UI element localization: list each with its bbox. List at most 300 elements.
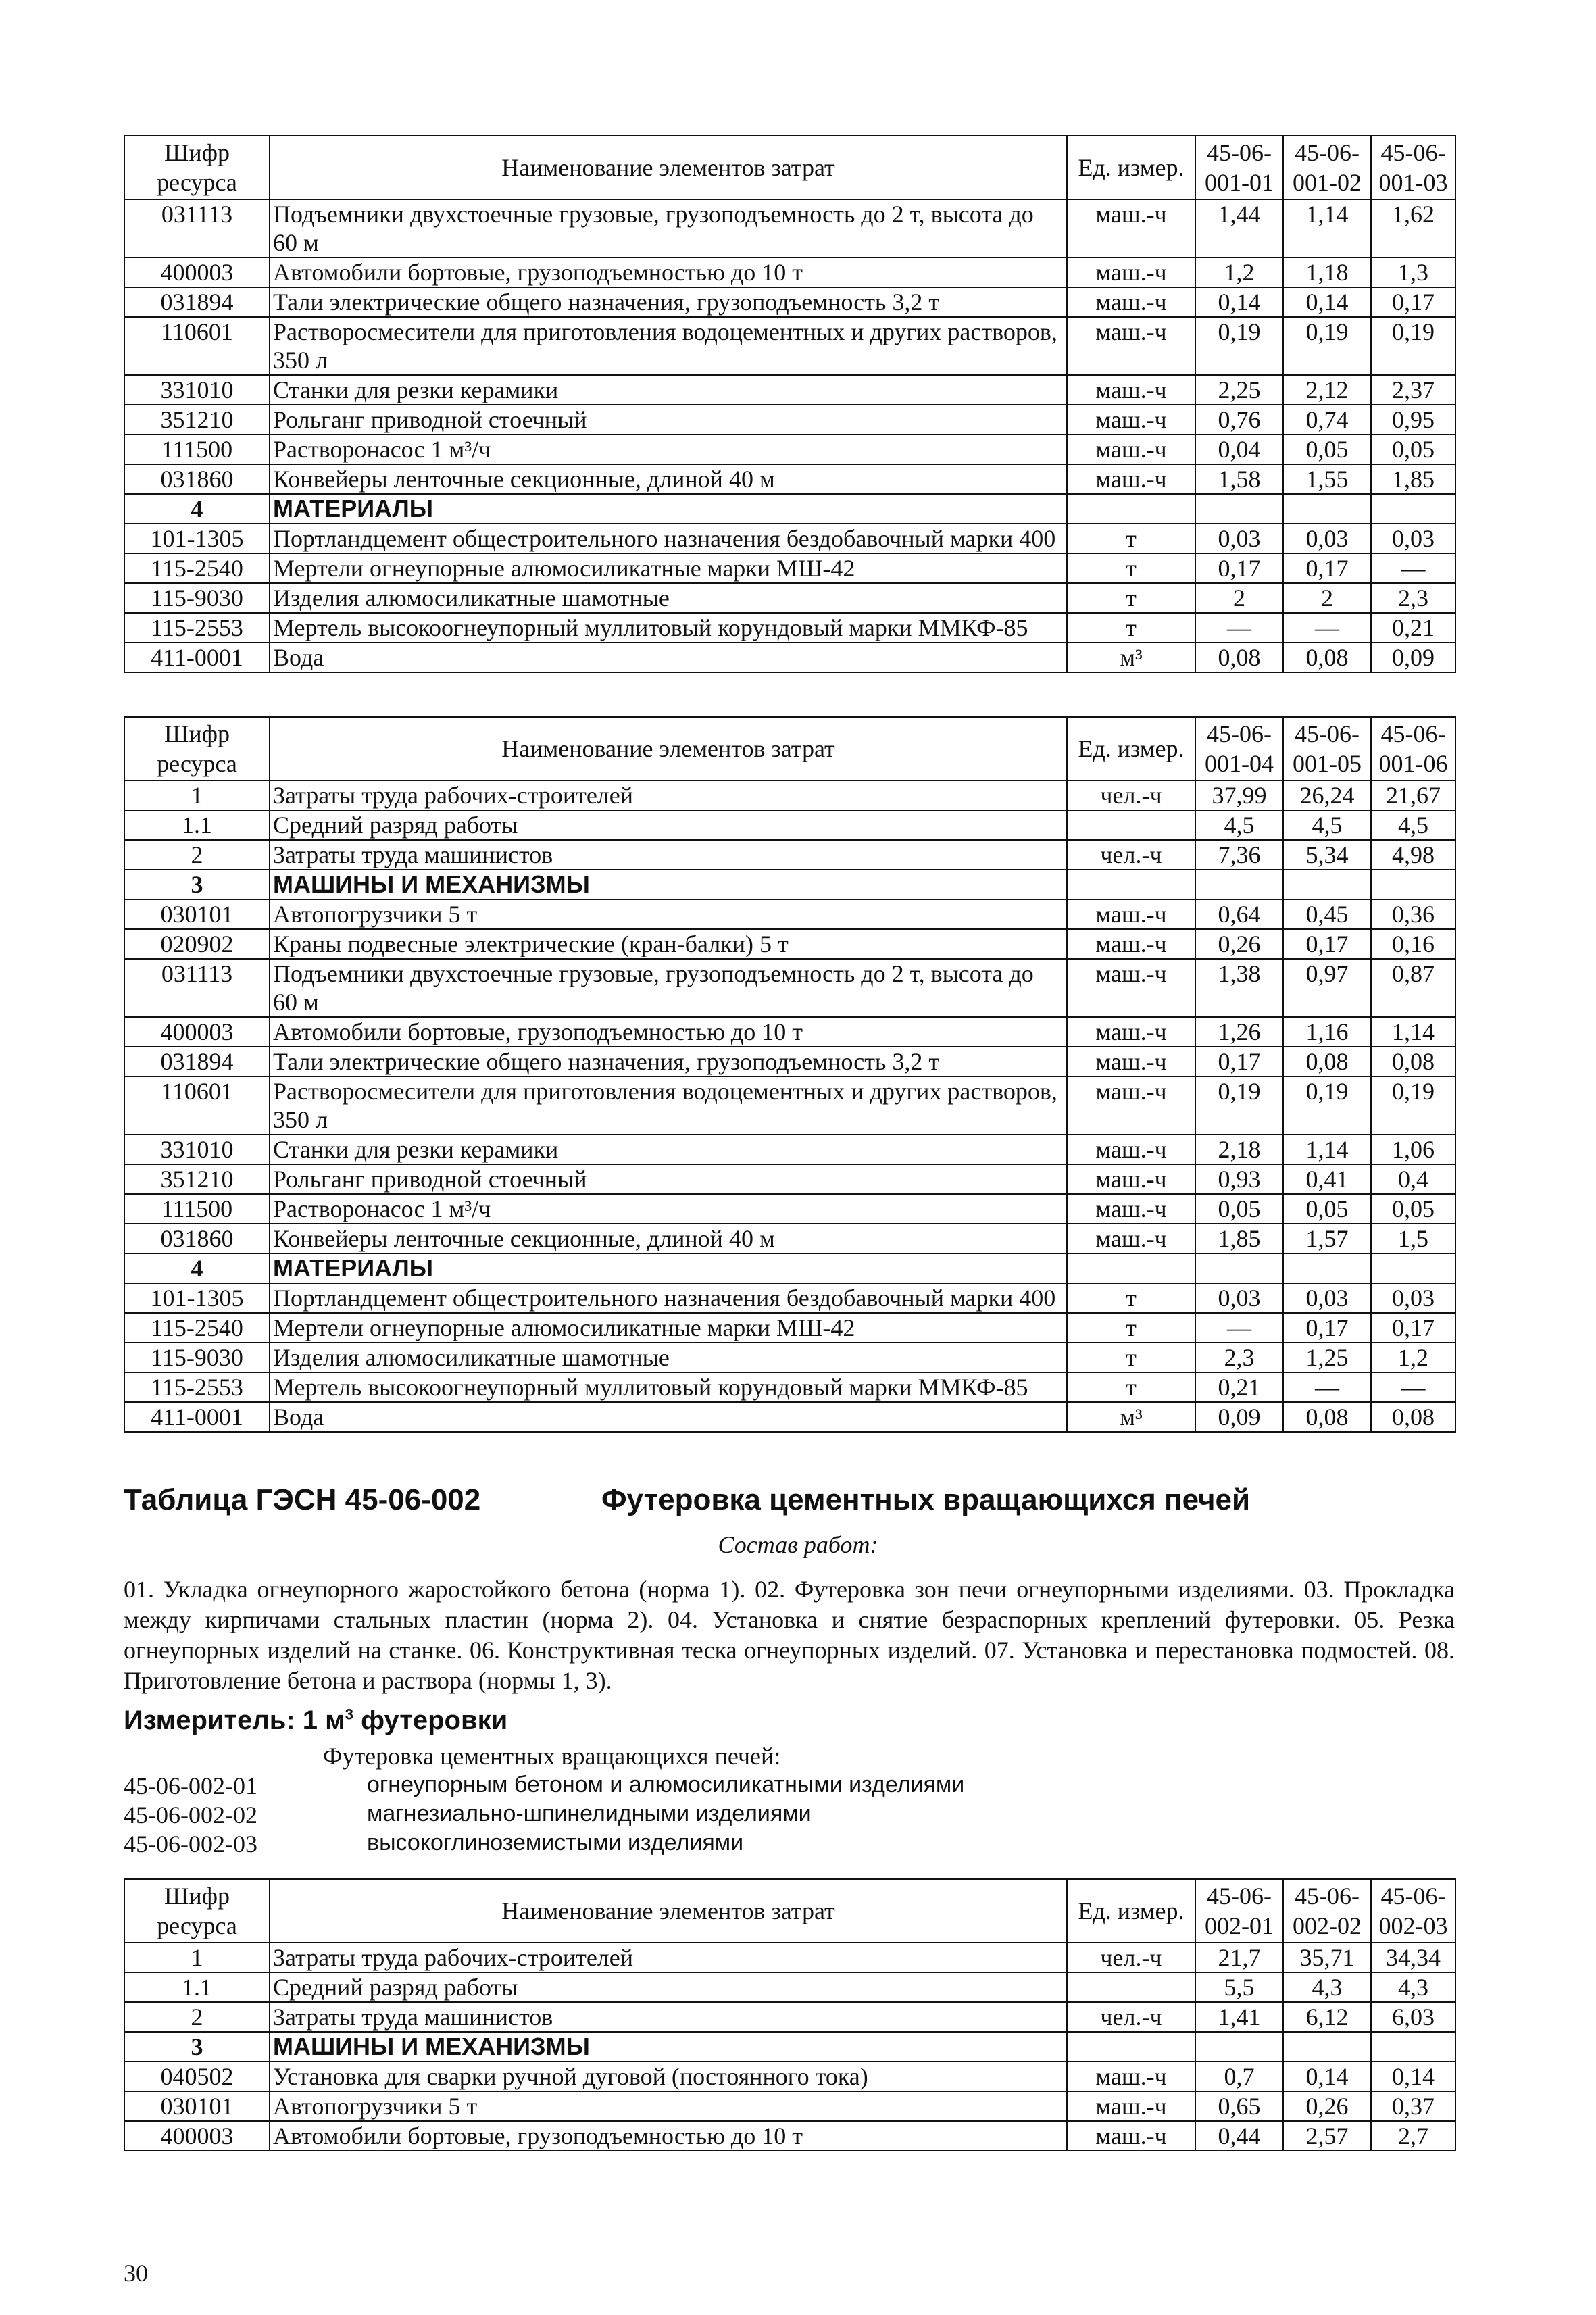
cell-unit: маш.-ч [1067, 257, 1195, 287]
norm-desc: магнезиально-шпинелидными изделиями [367, 1801, 812, 1826]
table-row [124, 1164, 1455, 1194]
cell-unit [1067, 1972, 1195, 2002]
cell-value [1195, 494, 1283, 524]
table-row [124, 524, 1455, 553]
cell-code: 030101 [124, 2091, 270, 2121]
cell-value: 1,26 [1195, 1017, 1283, 1047]
cell-value: 0,05 [1283, 434, 1371, 464]
header-norm-col: 45-06-001-05 [1283, 717, 1371, 780]
table-row [124, 643, 1455, 672]
cell-value: 2,12 [1283, 375, 1371, 405]
cell-unit: маш.-ч [1067, 199, 1195, 257]
cell-value: 1,16 [1283, 1017, 1371, 1047]
cell-value: 0,08 [1283, 1402, 1371, 1432]
table-row [124, 1283, 1455, 1313]
table-row [124, 613, 1455, 643]
cell-code: 111500 [124, 434, 270, 464]
header-name: Наименование элементов затрат [270, 1879, 1067, 1943]
cell-value: 0,03 [1195, 1283, 1283, 1313]
cell-code: 3 [124, 870, 270, 899]
cell-value: 5,34 [1283, 840, 1371, 870]
table-row [124, 1017, 1455, 1047]
cell-code: 031894 [124, 1047, 270, 1076]
cell-name: Средний разряд работы [270, 1972, 1067, 2002]
cell-unit: т [1067, 1283, 1195, 1313]
cell-unit: маш.-ч [1067, 1164, 1195, 1194]
norm-code: 45-06-002-03 [124, 1831, 257, 1858]
cell-value: 4,3 [1283, 1972, 1371, 2002]
cell-value: 21,67 [1371, 780, 1455, 810]
cell-name: Мертели огнеупорные алюмосиликатные марки МШ-42 [270, 1313, 1067, 1343]
table-title: Футеровка цементных вращающихся печей [601, 1483, 1251, 1516]
cell-value: 2 [1283, 583, 1371, 613]
cell-value: 0,97 [1283, 959, 1371, 1017]
cell-value: 2,57 [1283, 2121, 1371, 2151]
table-row [124, 899, 1455, 929]
cell-name: Затраты труда рабочих-строителей [270, 1943, 1067, 1972]
cell-value: 4,3 [1371, 1972, 1455, 2002]
cell-name: Станки для резки керамики [270, 375, 1067, 405]
cell-value: 0,14 [1371, 2062, 1455, 2091]
cell-name: Тали электрические общего назначения, грузоподъемность 3,2 т [270, 1047, 1067, 1076]
cell-value: 0,04 [1195, 434, 1283, 464]
cell-name: Мертели огнеупорные алюмосиликатные марки МШ-42 [270, 553, 1067, 583]
cell-name: Рольганг приводной стоечный [270, 1164, 1067, 1194]
header-unit: Ед. измер. [1067, 1879, 1195, 1943]
cell-name: Мертель высокоогнеупорный муллитовый корундовый марки ММКФ-85 [270, 613, 1067, 643]
cell-value: 0,03 [1283, 524, 1371, 553]
cell-name: МАШИНЫ И МЕХАНИЗМЫ [270, 2032, 1067, 2062]
cell-unit: м³ [1067, 1402, 1195, 1432]
cell-code: 115-2540 [124, 1313, 270, 1343]
cell-name: Средний разряд работы [270, 810, 1067, 840]
table-row [124, 405, 1455, 434]
cell-value: 26,24 [1283, 780, 1371, 810]
cell-unit: маш.-ч [1067, 959, 1195, 1017]
cell-value: 0,08 [1195, 643, 1283, 672]
cell-code: 411-0001 [124, 1402, 270, 1432]
cell-code: 031113 [124, 959, 270, 1017]
cell-unit: маш.-ч [1067, 899, 1195, 929]
cell-unit: маш.-ч [1067, 1194, 1195, 1224]
cell-unit: маш.-ч [1067, 2062, 1195, 2091]
cell-unit [1067, 870, 1195, 899]
cell-value: 0,87 [1371, 959, 1455, 1017]
cell-value: 4,98 [1371, 840, 1455, 870]
resource-table-45-06-001-b [124, 716, 1456, 1433]
header-norm-col: 45-06-001-02 [1283, 136, 1371, 199]
cell-value: 1,55 [1283, 464, 1371, 494]
cell-value: 0,09 [1195, 1402, 1283, 1432]
cell-name: Портландцемент общестроительного назначения бездобавочный марки 400 [270, 1283, 1067, 1313]
cell-unit: маш.-ч [1067, 1224, 1195, 1253]
cell-value [1283, 870, 1371, 899]
cell-value: 2,18 [1195, 1135, 1283, 1164]
cell-value: 0,08 [1371, 1402, 1455, 1432]
cell-value: 1,14 [1283, 199, 1371, 257]
cell-name: Рольганг приводной стоечный [270, 405, 1067, 434]
cell-code: 351210 [124, 405, 270, 434]
cell-value [1195, 870, 1283, 899]
cell-unit: маш.-ч [1067, 464, 1195, 494]
header-row [124, 1879, 1455, 1943]
cell-code: 111500 [124, 1194, 270, 1224]
cell-name: Конвейеры ленточные секционные, длиной 40 м [270, 1224, 1067, 1253]
cell-unit: т [1067, 524, 1195, 553]
cell-value [1371, 870, 1455, 899]
cell-unit: маш.-ч [1067, 375, 1195, 405]
cell-code: 115-2540 [124, 553, 270, 583]
table-row [124, 1972, 1455, 2002]
header-row [124, 136, 1455, 199]
cell-unit: т [1067, 613, 1195, 643]
cell-value: 1,14 [1283, 1135, 1371, 1164]
cell-name: Затраты труда машинистов [270, 840, 1067, 870]
cell-value [1371, 2032, 1455, 2062]
meter-suffix: футеровки [353, 1706, 508, 1735]
cell-name: Растворосмесители для приготовления водоцементных и других растворов, 350 л [270, 317, 1067, 375]
cell-unit: маш.-ч [1067, 2121, 1195, 2151]
cell-name: Затраты труда машинистов [270, 2002, 1067, 2032]
cell-value: 0,93 [1195, 1164, 1283, 1194]
cell-code: 1 [124, 1943, 270, 1972]
cell-unit: т [1067, 583, 1195, 613]
cell-value: 1,25 [1283, 1343, 1371, 1372]
cell-code: 331010 [124, 1135, 270, 1164]
table-row [124, 780, 1455, 810]
cell-value: 0,17 [1283, 929, 1371, 959]
cell-value: 0,14 [1283, 287, 1371, 317]
cell-value: 0,03 [1195, 524, 1283, 553]
cell-value: 0,45 [1283, 899, 1371, 929]
cell-code: 110601 [124, 317, 270, 375]
cell-value: 0,17 [1283, 1313, 1371, 1343]
cell-value: — [1283, 613, 1371, 643]
cell-code: 331010 [124, 375, 270, 405]
header-name: Наименование элементов затрат [270, 717, 1067, 780]
cell-value: 2,25 [1195, 375, 1283, 405]
cell-value: 0,05 [1371, 434, 1455, 464]
cell-code: 2 [124, 840, 270, 870]
cell-value: 0,05 [1195, 1194, 1283, 1224]
header-row [124, 717, 1455, 780]
cell-value: 0,19 [1283, 1076, 1371, 1135]
cell-name: Автомобили бортовые, грузоподъемностью до 10 т [270, 2121, 1067, 2151]
cell-value: 0,17 [1283, 553, 1371, 583]
cell-unit: маш.-ч [1067, 1017, 1195, 1047]
cell-value: 2,3 [1371, 583, 1455, 613]
cell-name: Растворонасос 1 м³/ч [270, 1194, 1067, 1224]
cell-value: 2,37 [1371, 375, 1455, 405]
cell-value [1371, 494, 1455, 524]
cell-value: 0,17 [1195, 1047, 1283, 1076]
works-description: 01. Укладка огнеупорного жаростойкого бетона (норма 1). 02. Футеровка зон печи огнеупорными изделиями. 03. Прокладка между кирпичами стальных пластин (норма 2). 04. Установка и снятие безраспорных креплений футеровки. 05. Резка огнеупорных изделий на станке. 06. Конструктивная теска огнеупорных изделий. 07. Установка и перестановка подмостей. 08. Приготовление бетона и раствора (нормы 1, 3). [124, 1576, 1455, 1694]
table-label: Таблица ГЭСН 45-06-002 [124, 1483, 481, 1516]
cell-unit: маш.-ч [1067, 929, 1195, 959]
cell-unit: чел.-ч [1067, 780, 1195, 810]
table-row [124, 1194, 1455, 1224]
table-row [124, 2062, 1455, 2091]
cell-unit: чел.-ч [1067, 1943, 1195, 1972]
cell-value: 0,65 [1195, 2091, 1283, 2121]
cell-unit: маш.-ч [1067, 287, 1195, 317]
norm-code: 45-06-002-01 [124, 1772, 257, 1799]
cell-code: 020902 [124, 929, 270, 959]
cell-value [1195, 2032, 1283, 2062]
cell-value: 0,36 [1371, 899, 1455, 929]
cell-value: 1,5 [1371, 1224, 1455, 1253]
cell-code: 031860 [124, 464, 270, 494]
cell-code: 351210 [124, 1164, 270, 1194]
cell-name: Станки для резки керамики [270, 1135, 1067, 1164]
cell-value: 0,03 [1283, 1283, 1371, 1313]
header-norm-col: 45-06-001-04 [1195, 717, 1283, 780]
cell-value: — [1195, 613, 1283, 643]
cell-unit: т [1067, 1372, 1195, 1402]
header-code: Шифр ресурса [124, 136, 270, 199]
cell-value: 2,7 [1371, 2121, 1455, 2151]
header-norm-col: 45-06-002-02 [1283, 1879, 1371, 1943]
cell-unit: маш.-ч [1067, 317, 1195, 375]
table-row [124, 2002, 1455, 2032]
table-row [124, 2032, 1455, 2062]
table-row [124, 2121, 1455, 2151]
cell-name: Вода [270, 1402, 1067, 1432]
cell-value [1283, 494, 1371, 524]
cell-unit: т [1067, 1343, 1195, 1372]
cell-code: 411-0001 [124, 643, 270, 672]
cell-value: 0,17 [1371, 1313, 1455, 1343]
cell-value: 1,44 [1195, 199, 1283, 257]
cell-code: 2 [124, 2002, 270, 2032]
table-row [124, 583, 1455, 613]
cell-value: 0,08 [1371, 1047, 1455, 1076]
cell-value: 1,85 [1371, 464, 1455, 494]
cell-value: 0,76 [1195, 405, 1283, 434]
table-row [124, 1402, 1455, 1432]
table-row [124, 199, 1455, 257]
cell-value: 0,05 [1371, 1194, 1455, 1224]
cell-code: 115-2553 [124, 613, 270, 643]
cell-name: Растворонасос 1 м³/ч [270, 434, 1067, 464]
norms-heading: Футеровка цементных вращающихся печей: [323, 1743, 781, 1770]
cell-value: 0,64 [1195, 899, 1283, 929]
cell-name: МАТЕРИАЛЫ [270, 494, 1067, 524]
cell-value: 1,57 [1283, 1224, 1371, 1253]
cell-name: Портландцемент общестроительного назначения бездобавочный марки 400 [270, 524, 1067, 553]
norm-code: 45-06-002-02 [124, 1801, 257, 1828]
cell-value: 4,5 [1195, 810, 1283, 840]
cell-value: 0,74 [1283, 405, 1371, 434]
cell-unit: т [1067, 1313, 1195, 1343]
cell-code: 400003 [124, 2121, 270, 2151]
cell-code: 1.1 [124, 810, 270, 840]
header-unit: Ед. измер. [1067, 136, 1195, 199]
cell-value: 0,95 [1371, 405, 1455, 434]
cell-value: 1,58 [1195, 464, 1283, 494]
cell-unit: маш.-ч [1067, 2091, 1195, 2121]
cell-value: 0,19 [1195, 317, 1283, 375]
cell-unit: т [1067, 553, 1195, 583]
header-norm-col: 45-06-001-01 [1195, 136, 1283, 199]
cell-code: 101-1305 [124, 524, 270, 553]
cell-name: Установка для сварки ручной дуговой (постоянного тока) [270, 2062, 1067, 2091]
header-norm-col: 45-06-001-03 [1371, 136, 1455, 199]
cell-name: Краны подвесные электрические (кран-балки) 5 т [270, 929, 1067, 959]
cell-value: — [1283, 1372, 1371, 1402]
meter-line [124, 1706, 507, 1736]
table-row [124, 375, 1455, 405]
table-row [124, 870, 1455, 899]
meter-sup: 3 [345, 1706, 353, 1723]
table-row [124, 1135, 1455, 1164]
cell-code: 1.1 [124, 1972, 270, 2002]
cell-value: 0,19 [1195, 1076, 1283, 1135]
cell-code: 115-9030 [124, 1343, 270, 1372]
cell-name: Мертель высокоогнеупорный муллитовый корундовый марки ММКФ-85 [270, 1372, 1067, 1402]
cell-name: Растворосмесители для приготовления водоцементных и других растворов, 350 л [270, 1076, 1067, 1135]
cell-value: 1,41 [1195, 2002, 1283, 2032]
cell-value: 0,17 [1195, 553, 1283, 583]
cell-value: 0,7 [1195, 2062, 1283, 2091]
cell-code: 110601 [124, 1076, 270, 1135]
cell-name: Изделия алюмосиликатные шамотные [270, 1343, 1067, 1372]
cell-value: 0,03 [1371, 1283, 1455, 1313]
table-row [124, 2091, 1455, 2121]
cell-code: 031894 [124, 287, 270, 317]
cell-unit: маш.-ч [1067, 1135, 1195, 1164]
cell-value: 0,14 [1283, 2062, 1371, 2091]
norm-desc: огнеупорным бетоном и алюмосиликатными изделиями [367, 1772, 965, 1797]
cell-name: Автопогрузчики 5 т [270, 899, 1067, 929]
cell-value: 7,36 [1195, 840, 1283, 870]
table-row [124, 1047, 1455, 1076]
table-row [124, 810, 1455, 840]
cell-value: 0,14 [1195, 287, 1283, 317]
cell-code: 4 [124, 494, 270, 524]
cell-value: 34,34 [1371, 1943, 1455, 1972]
cell-code: 031860 [124, 1224, 270, 1253]
table-row [124, 434, 1455, 464]
cell-value: 0,17 [1371, 287, 1455, 317]
header-norm-col: 45-06-001-06 [1371, 717, 1455, 780]
cell-value [1371, 1253, 1455, 1283]
header-norm-col: 45-06-002-03 [1371, 1879, 1455, 1943]
cell-value: 0,21 [1195, 1372, 1283, 1402]
table-row [124, 1943, 1455, 1972]
cell-code: 101-1305 [124, 1283, 270, 1313]
cell-code: 400003 [124, 1017, 270, 1047]
cell-code: 031113 [124, 199, 270, 257]
cell-value: 0,19 [1283, 317, 1371, 375]
cell-value: 1,38 [1195, 959, 1283, 1017]
cell-value: 1,85 [1195, 1224, 1283, 1253]
cell-value: 21,7 [1195, 1943, 1283, 1972]
cell-unit [1067, 810, 1195, 840]
table-row [124, 287, 1455, 317]
table-row [124, 1076, 1455, 1135]
cell-name: Подъемники двухстоечные грузовые, грузоподъемность до 2 т, высота до 60 м [270, 199, 1067, 257]
table-row [124, 317, 1455, 375]
cell-value: 5,5 [1195, 1972, 1283, 2002]
cell-name: Подъемники двухстоечные грузовые, грузоподъемность до 2 т, высота до 60 м [270, 959, 1067, 1017]
cell-value: 0,44 [1195, 2121, 1283, 2151]
cell-value: — [1371, 1372, 1455, 1402]
cell-name: Затраты труда рабочих-строителей [270, 780, 1067, 810]
cell-value: 0,21 [1371, 613, 1455, 643]
cell-value [1283, 1253, 1371, 1283]
cell-value: 1,2 [1371, 1343, 1455, 1372]
cell-value: 0,41 [1283, 1164, 1371, 1194]
cell-value: 1,06 [1371, 1135, 1455, 1164]
header-code: Шифр ресурса [124, 717, 270, 780]
cell-value: 2,3 [1195, 1343, 1283, 1372]
cell-unit: м³ [1067, 643, 1195, 672]
resource-table-45-06-002 [124, 1878, 1456, 2151]
cell-name: МАШИНЫ И МЕХАНИЗМЫ [270, 870, 1067, 899]
header-norm-col: 45-06-002-01 [1195, 1879, 1283, 1943]
header-code: Шифр ресурса [124, 1879, 270, 1943]
cell-value [1283, 2032, 1371, 2062]
cell-unit [1067, 2032, 1195, 2062]
cell-name: Автомобили бортовые, грузоподъемностью до 10 т [270, 1017, 1067, 1047]
table-row [124, 1313, 1455, 1343]
cell-code: 3 [124, 2032, 270, 2062]
cell-name: Конвейеры ленточные секционные, длиной 40 м [270, 464, 1067, 494]
cell-value: 0,26 [1195, 929, 1283, 959]
cell-code: 1 [124, 780, 270, 810]
meter-prefix: Измеритель: 1 м [124, 1706, 345, 1735]
header-unit: Ед. измер. [1067, 717, 1195, 780]
cell-unit: маш.-ч [1067, 405, 1195, 434]
cell-value: 0,08 [1283, 1047, 1371, 1076]
table-row [124, 840, 1455, 870]
cell-value: 0,19 [1371, 317, 1455, 375]
cell-name: МАТЕРИАЛЫ [270, 1253, 1067, 1283]
cell-name: Тали электрические общего назначения, грузоподъемность 3,2 т [270, 287, 1067, 317]
cell-value: 0,37 [1371, 2091, 1455, 2121]
cell-value: 0,05 [1283, 1194, 1371, 1224]
cell-code: 030101 [124, 899, 270, 929]
cell-name: Вода [270, 643, 1067, 672]
cell-unit: чел.-ч [1067, 840, 1195, 870]
table-row [124, 1343, 1455, 1372]
table-row [124, 929, 1455, 959]
cell-value: 35,71 [1283, 1943, 1371, 1972]
table-row [124, 553, 1455, 583]
cell-value: 4,5 [1283, 810, 1371, 840]
cell-value: 6,03 [1371, 2002, 1455, 2032]
resource-table-45-06-001-a [124, 135, 1456, 673]
cell-code: 115-9030 [124, 583, 270, 613]
cell-unit: чел.-ч [1067, 2002, 1195, 2032]
header-name: Наименование элементов затрат [270, 136, 1067, 199]
cell-value: 1,18 [1283, 257, 1371, 287]
cell-value: 37,99 [1195, 780, 1283, 810]
cell-value: — [1371, 553, 1455, 583]
cell-value: 0,4 [1371, 1164, 1455, 1194]
cell-value: 1,3 [1371, 257, 1455, 287]
cell-code: 040502 [124, 2062, 270, 2091]
cell-value [1195, 1253, 1283, 1283]
cell-value: 0,09 [1371, 643, 1455, 672]
cell-code: 115-2553 [124, 1372, 270, 1402]
table-row [124, 494, 1455, 524]
page-number: 30 [124, 2260, 148, 2287]
table-row [124, 464, 1455, 494]
cell-unit: маш.-ч [1067, 1076, 1195, 1135]
cell-code: 400003 [124, 257, 270, 287]
